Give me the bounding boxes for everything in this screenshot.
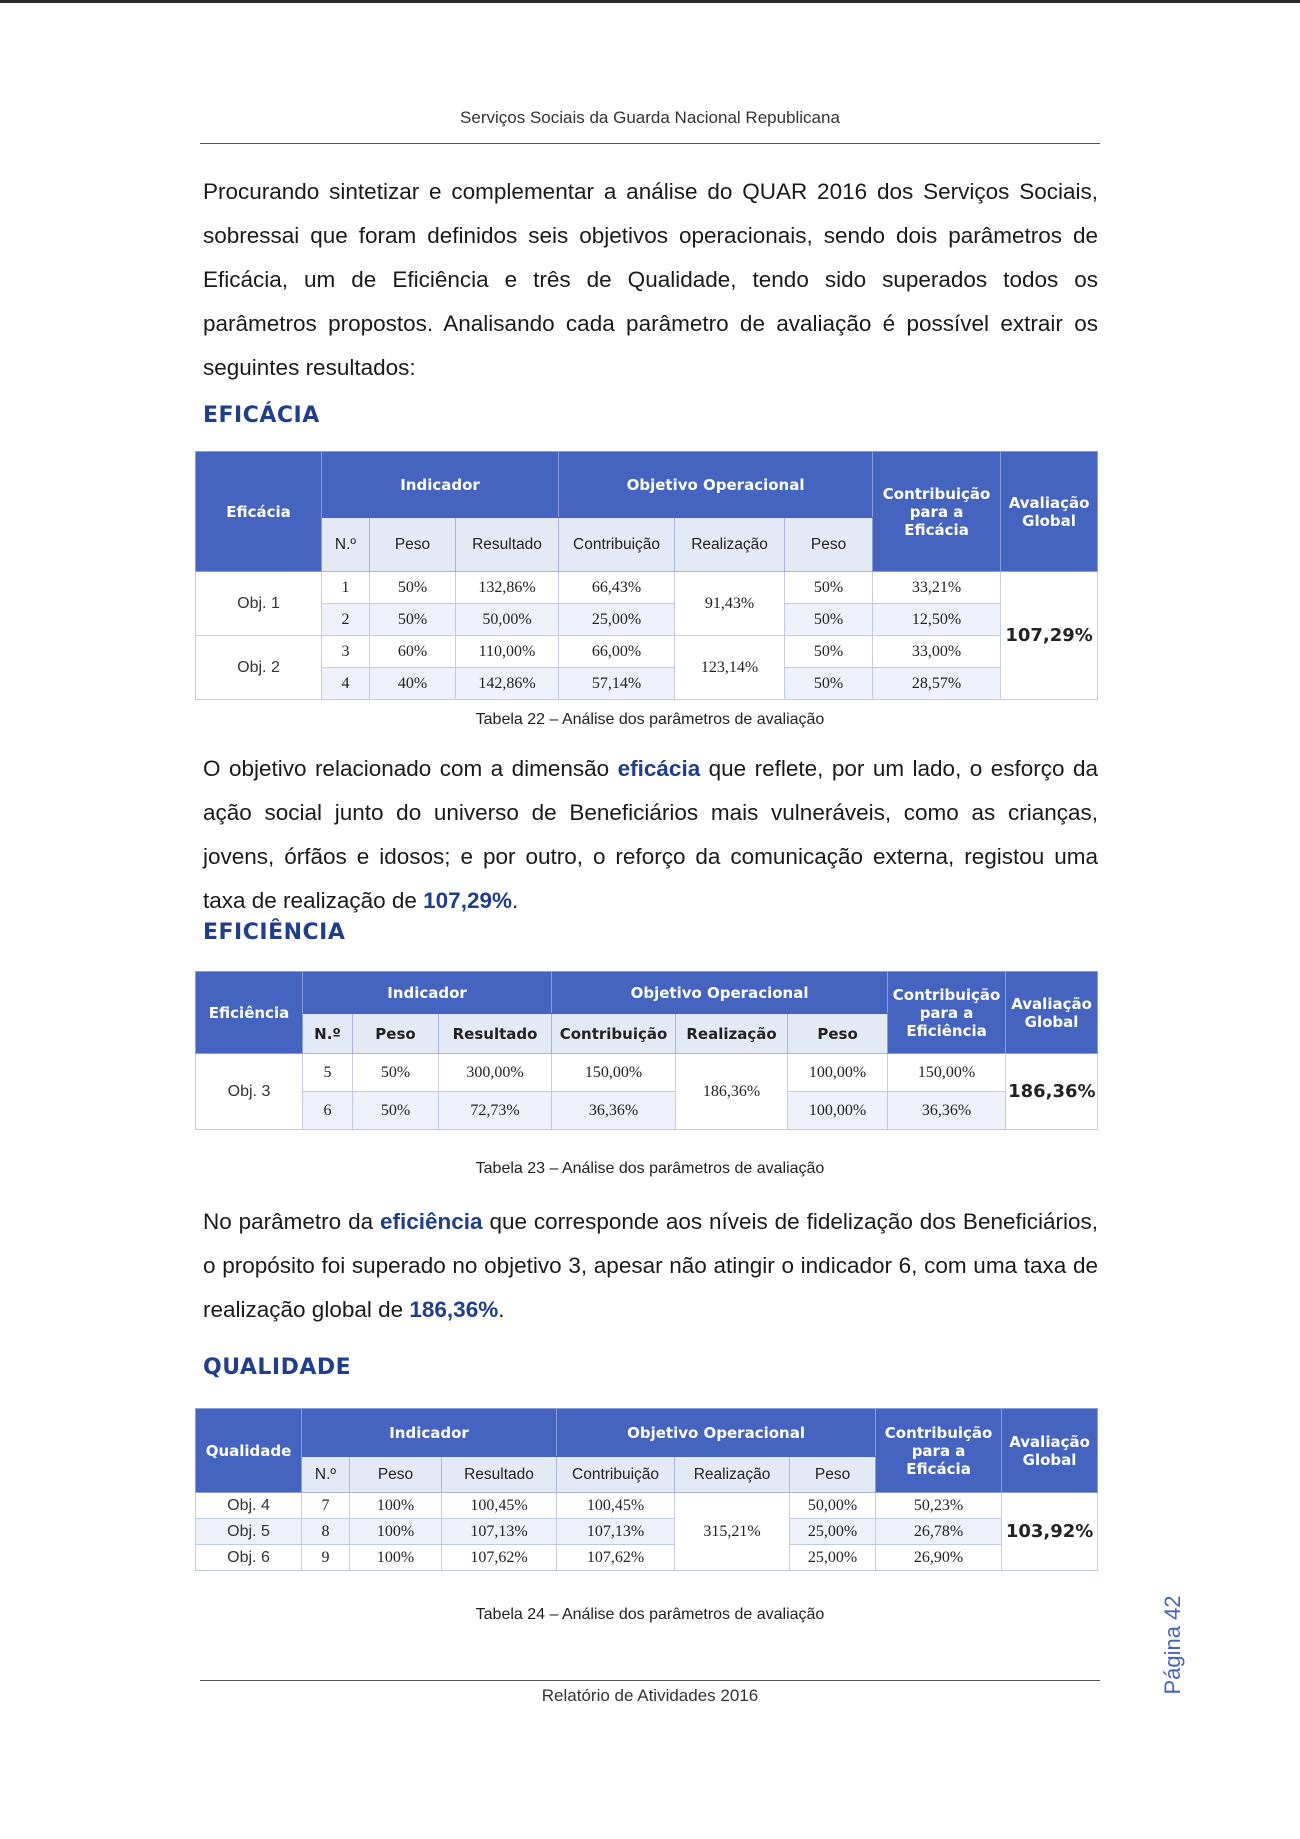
- page-footer: Relatório de Atividades 2016: [541, 1686, 759, 1705]
- objective-label: Obj. 1: [196, 572, 322, 636]
- objective-label: Obj. 4: [196, 1493, 302, 1519]
- sub-header: Resultado: [439, 1014, 552, 1054]
- indicator-number: 8: [302, 1519, 350, 1545]
- page-number: Página 42: [1160, 1595, 1185, 1695]
- parameter-contribution: 28,57%: [873, 668, 1001, 700]
- indicator-weight: 100%: [350, 1493, 442, 1519]
- sub-header: N.º: [303, 1014, 353, 1054]
- intro-paragraph: Procurando sintetizar e complementar a análise do QUAR 2016 dos Serviços Sociais, sobressai que foram definidos seis objetivos operacionais, sendo dois parâmetros de Eficácia, um de Eficiência e três de Qualidade, tendo sido superados todos os parâmetros propostos. Analisando cada parâmetro de avaliação é possível extrair os seguintes resultados:: [203, 179, 1098, 380]
- indicator-number: 9: [302, 1545, 350, 1571]
- indicator-contribution: 100,45%: [557, 1493, 675, 1519]
- sub-header: Peso: [353, 1014, 439, 1054]
- parameter-contribution: 150,00%: [888, 1054, 1006, 1092]
- indicator-number: 2: [322, 604, 370, 636]
- table-caption: Tabela 22 – Análise dos parâmetros de avaliação: [475, 711, 825, 728]
- table-row: [196, 1545, 1098, 1571]
- indicator-number: 1: [322, 572, 370, 604]
- sub-header: Peso: [370, 518, 456, 572]
- objective-label: Obj. 5: [196, 1519, 302, 1545]
- indicator-contribution: 107,13%: [557, 1519, 675, 1545]
- sub-header: Contribuição: [552, 1014, 676, 1054]
- objective-weight: 25,00%: [790, 1545, 876, 1571]
- objective-label: Obj. 6: [196, 1545, 302, 1571]
- sub-header: Realização: [675, 518, 785, 572]
- objective-weight: 50,00%: [790, 1493, 876, 1519]
- header-rule: [200, 143, 1100, 144]
- indicator-number: 3: [322, 636, 370, 668]
- section-title-qualidade: QUALIDADE: [203, 1355, 352, 1380]
- highlight-value: 107,29%: [423, 888, 512, 913]
- global-evaluation: 103,92%: [1002, 1493, 1098, 1571]
- indicator-result: 300,00%: [439, 1054, 552, 1092]
- table-caption: Tabela 23 – Análise dos parâmetros de avaliação: [475, 1160, 825, 1177]
- sub-header: Resultado: [456, 518, 559, 572]
- page-header: Serviços Sociais da Guarda Nacional Republicana: [460, 108, 840, 127]
- sub-header: N.º: [302, 1457, 350, 1493]
- sub-header: Contribuição: [559, 518, 675, 572]
- table-eficacia: [195, 451, 1098, 700]
- col-header-objetivo: Objetivo Operacional: [557, 1409, 876, 1457]
- global-evaluation: 107,29%: [1001, 572, 1098, 700]
- eficiencia-paragraph: No parâmetro da eficiência que corresponde aos níveis de fidelização dos Beneficiários, o propósito foi superado no objetivo 3, apesar não atingir o indicador 6, com uma taxa de realização global de 186,36%.: [203, 1209, 1098, 1322]
- footer-rule: [200, 1680, 1100, 1681]
- col-header-avaliacao: Avaliação Global: [1006, 972, 1098, 1054]
- indicator-weight: 60%: [370, 636, 456, 668]
- objective-weight: 50%: [785, 572, 873, 604]
- objective-realization: 123,14%: [675, 636, 785, 700]
- col-header-contribuicao: Contribuição para a Eficácia: [873, 452, 1001, 572]
- parameter-contribution: 26,90%: [876, 1545, 1002, 1571]
- parameter-contribution: 36,36%: [888, 1092, 1006, 1130]
- objective-weight: 100,00%: [788, 1054, 888, 1092]
- parameter-contribution: 50,23%: [876, 1493, 1002, 1519]
- indicator-result: 100,45%: [442, 1493, 557, 1519]
- eficacia-paragraph: O objetivo relacionado com a dimensão eficácia que reflete, por um lado, o esforço da ação social junto do universo de Beneficiários mais vulneráveis, como as crianças, jovens, órfãos e idosos; e por outro, o reforço da comunicação externa, registou uma taxa de realização de 107,29%.: [203, 756, 1098, 913]
- col-header-objetivo: Objetivo Operacional: [559, 452, 873, 518]
- sub-header: Peso: [350, 1457, 442, 1493]
- sub-header: Realização: [676, 1014, 788, 1054]
- parameter-contribution: 12,50%: [873, 604, 1001, 636]
- table-row: [196, 636, 1098, 668]
- indicator-result: 107,13%: [442, 1519, 557, 1545]
- indicator-result: 142,86%: [456, 668, 559, 700]
- indicator-result: 50,00%: [456, 604, 559, 636]
- indicator-weight: 40%: [370, 668, 456, 700]
- table-caption: Tabela 24 – Análise dos parâmetros de avaliação: [475, 1606, 825, 1623]
- objective-weight: 50%: [785, 604, 873, 636]
- objective-realization: 91,43%: [675, 572, 785, 636]
- table-row: [196, 1493, 1098, 1519]
- col-header-contribuicao: Contribuição para a Eficiência: [888, 972, 1006, 1054]
- indicator-weight: 100%: [350, 1545, 442, 1571]
- objective-realization: 315,21%: [675, 1493, 790, 1571]
- table-row: [196, 1519, 1098, 1545]
- indicator-weight: 50%: [353, 1092, 439, 1130]
- indicator-result: 72,73%: [439, 1092, 552, 1130]
- indicator-weight: 50%: [353, 1054, 439, 1092]
- table-row: [196, 1054, 1098, 1092]
- parameter-contribution: 33,21%: [873, 572, 1001, 604]
- indicator-contribution: 57,14%: [559, 668, 675, 700]
- indicator-number: 6: [303, 1092, 353, 1130]
- col-header-indicador: Indicador: [303, 972, 552, 1014]
- col-header-dimension: Eficiência: [196, 972, 303, 1054]
- indicator-number: 5: [303, 1054, 353, 1092]
- indicator-result: 107,62%: [442, 1545, 557, 1571]
- table-row: [196, 1092, 1098, 1130]
- highlight-keyword: eficácia: [617, 756, 701, 781]
- indicator-weight: 50%: [370, 572, 456, 604]
- table-row: [196, 668, 1098, 700]
- sub-header: Realização: [675, 1457, 790, 1493]
- sub-header: Peso: [790, 1457, 876, 1493]
- indicator-weight: 100%: [350, 1519, 442, 1545]
- indicator-contribution: 66,00%: [559, 636, 675, 668]
- col-header-dimension: Eficácia: [196, 452, 322, 572]
- col-header-avaliacao: Avaliação Global: [1001, 452, 1098, 572]
- table-row: [196, 572, 1098, 604]
- indicator-contribution: 36,36%: [552, 1092, 676, 1130]
- table-qualidade: [195, 1408, 1098, 1571]
- parameter-contribution: 26,78%: [876, 1519, 1002, 1545]
- indicator-result: 110,00%: [456, 636, 559, 668]
- table-eficiencia: [195, 971, 1098, 1130]
- top-border: [0, 0, 1300, 3]
- highlight-keyword: eficiência: [380, 1209, 483, 1234]
- indicator-result: 132,86%: [456, 572, 559, 604]
- section-title-eficiencia: EFICIÊNCIA: [203, 920, 346, 945]
- indicator-contribution: 107,62%: [557, 1545, 675, 1571]
- objective-label: Obj. 2: [196, 636, 322, 700]
- parameter-contribution: 33,00%: [873, 636, 1001, 668]
- indicator-contribution: 66,43%: [559, 572, 675, 604]
- objective-label: Obj. 3: [196, 1054, 303, 1130]
- objective-weight: 100,00%: [788, 1092, 888, 1130]
- objective-weight: 50%: [785, 636, 873, 668]
- sub-header: Peso: [788, 1014, 888, 1054]
- table-row: [196, 604, 1098, 636]
- objective-realization: 186,36%: [676, 1054, 788, 1130]
- sub-header: Contribuição: [557, 1457, 675, 1493]
- section-title-eficacia: EFICÁCIA: [203, 403, 320, 428]
- sub-header: N.º: [322, 518, 370, 572]
- objective-weight: 50%: [785, 668, 873, 700]
- sub-header: Resultado: [442, 1457, 557, 1493]
- global-evaluation: 186,36%: [1006, 1054, 1098, 1130]
- objective-weight: 25,00%: [790, 1519, 876, 1545]
- col-header-indicador: Indicador: [322, 452, 559, 518]
- col-header-objetivo: Objetivo Operacional: [552, 972, 888, 1014]
- col-header-contribuicao: Contribuição para a Eficácia: [876, 1409, 1002, 1493]
- sub-header: Peso: [785, 518, 873, 572]
- col-header-dimension: Qualidade: [196, 1409, 302, 1493]
- col-header-indicador: Indicador: [302, 1409, 557, 1457]
- indicator-number: 4: [322, 668, 370, 700]
- indicator-contribution: 25,00%: [559, 604, 675, 636]
- indicator-weight: 50%: [370, 604, 456, 636]
- indicator-number: 7: [302, 1493, 350, 1519]
- highlight-value: 186,36%: [409, 1297, 499, 1322]
- indicator-contribution: 150,00%: [552, 1054, 676, 1092]
- col-header-avaliacao: Avaliação Global: [1002, 1409, 1098, 1493]
